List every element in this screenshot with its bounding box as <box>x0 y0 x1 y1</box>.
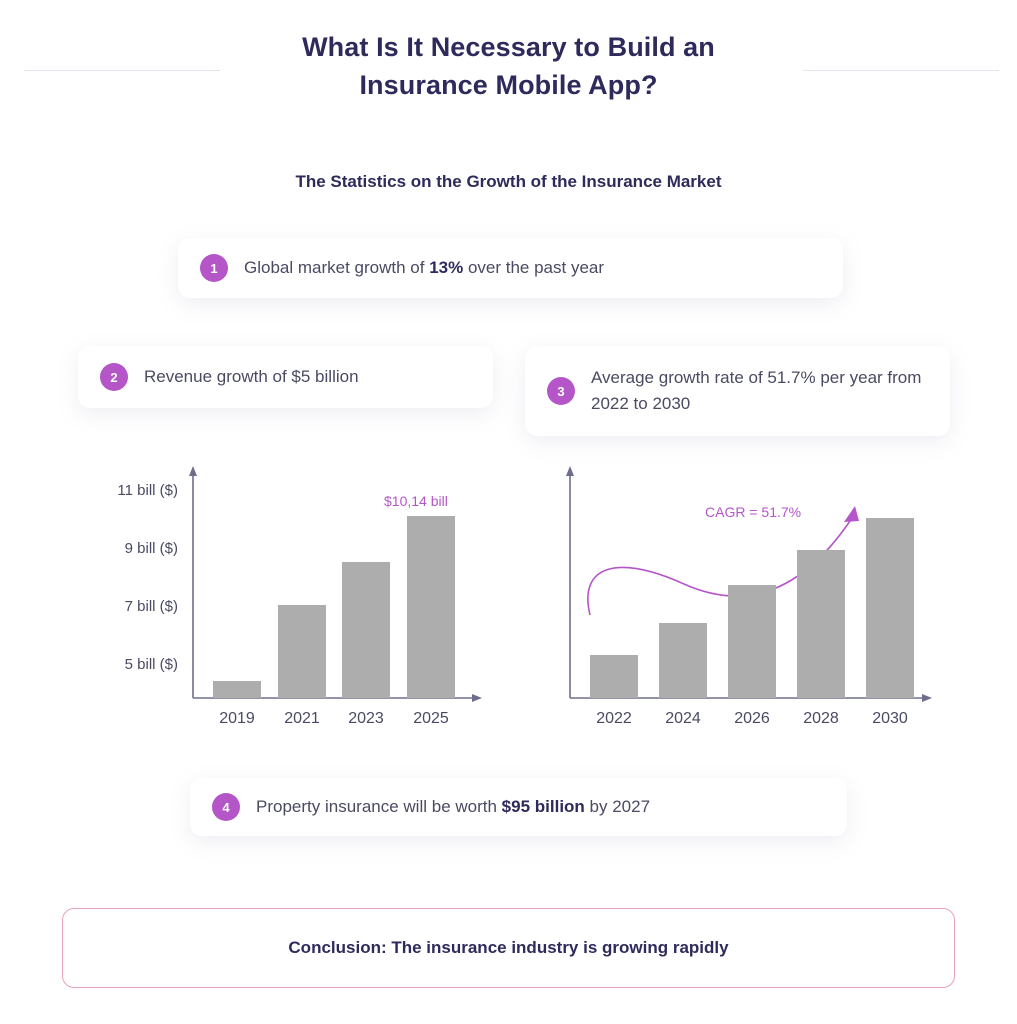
xtick-label-2030: 2030 <box>872 710 908 727</box>
stat-text-4-highlight: $95 billion <box>501 797 585 816</box>
stat-badge-2: 2 <box>100 363 128 391</box>
bar-2022 <box>590 655 638 698</box>
xtick-label-2028: 2028 <box>803 710 839 727</box>
conclusion-text: Conclusion: The insurance industry is growing rapidly <box>288 938 729 957</box>
page-title <box>0 28 1017 104</box>
xtick-label-2026: 2026 <box>734 710 770 727</box>
stat-badge-3: 3 <box>547 377 575 405</box>
header-divider-left <box>24 70 220 71</box>
section-subtitle: The Statistics on the Growth of the Insurance Market <box>295 172 722 191</box>
cagr-annotation: CAGR = 51.7% <box>705 504 802 520</box>
cagr-chart <box>552 460 952 745</box>
stat-text-3: Average growth rate of 51.7% per year from 2022 to 2030 <box>591 368 922 413</box>
stat-text-1-highlight: 13% <box>429 258 464 277</box>
stat-text-1 <box>244 255 604 281</box>
xtick-label-2022: 2022 <box>596 710 632 727</box>
ytick-label-1: 9 bill ($) <box>124 540 178 557</box>
xtick-label-2025: 2025 <box>413 710 449 727</box>
revenue-chart <box>78 460 488 745</box>
page-title-line1: What Is It Necessary to Build an <box>302 32 715 62</box>
bar-2025 <box>407 516 455 698</box>
stat-text-1-before: Global market growth of <box>244 258 430 277</box>
stat-text-4-after: by 2027 <box>584 797 651 816</box>
xtick-label-2024: 2024 <box>665 710 701 727</box>
conclusion-box <box>62 908 955 988</box>
ytick-label-2: 7 bill ($) <box>124 598 178 615</box>
stat-badge-4: 4 <box>212 793 240 821</box>
page-header <box>0 28 1017 104</box>
bar-2023 <box>342 562 390 698</box>
ytick-label-0: 11 bill ($) <box>117 482 178 499</box>
bar-2030 <box>866 518 914 698</box>
stat-card-4 <box>190 778 847 836</box>
stat-text-4-before: Property insurance will be worth <box>256 797 502 816</box>
xtick-label-2023: 2023 <box>348 710 384 727</box>
stat-card-1 <box>178 238 843 298</box>
bar-2026 <box>728 585 776 698</box>
xtick-label-2019: 2019 <box>219 710 255 727</box>
stat-text-1-after: over the past year <box>463 258 605 277</box>
revenue-annotation: $10,14 bill <box>384 493 448 509</box>
stat-text-4 <box>256 794 650 820</box>
bar-2021 <box>278 605 326 698</box>
bar-2019 <box>213 681 261 698</box>
stat-badge-1: 1 <box>200 254 228 282</box>
stat-card-3 <box>525 346 950 436</box>
stat-card-2 <box>78 346 493 408</box>
ytick-label-3: 5 bill ($) <box>124 656 178 673</box>
header-divider-right <box>803 70 999 71</box>
xtick-label-2021: 2021 <box>284 710 320 727</box>
bar-2024 <box>659 623 707 698</box>
stat-text-2: Revenue growth of $5 billion <box>144 367 359 386</box>
page-title-line2: Insurance Mobile App? <box>359 70 658 100</box>
bar-2028 <box>797 550 845 698</box>
